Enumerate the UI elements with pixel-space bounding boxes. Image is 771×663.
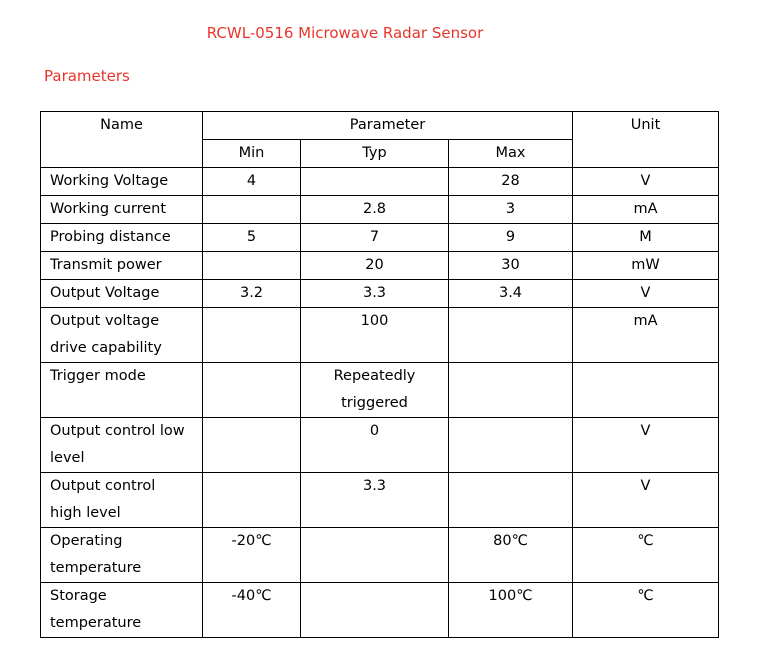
cell-unit bbox=[573, 252, 719, 280]
cell-line: V bbox=[640, 173, 651, 189]
cell-line: 4 bbox=[246, 173, 257, 189]
cell-line: Output control low bbox=[50, 423, 185, 439]
cell-line: 80℃ bbox=[493, 533, 528, 549]
cell-line: 2.8 bbox=[362, 201, 387, 217]
header-parameter: Parameter bbox=[203, 112, 573, 140]
cell-unit bbox=[573, 280, 719, 308]
table-row bbox=[41, 196, 719, 224]
cell-unit bbox=[573, 528, 719, 583]
cell-line: drive capability bbox=[50, 340, 162, 356]
cell-line: 30 bbox=[501, 257, 520, 273]
table-row bbox=[41, 528, 719, 583]
cell-line: mW bbox=[631, 257, 660, 273]
cell-line: 7 bbox=[369, 229, 380, 245]
cell-name bbox=[41, 473, 203, 528]
cell-min bbox=[203, 308, 301, 363]
cell-min bbox=[203, 280, 301, 308]
cell-line: M bbox=[639, 229, 652, 245]
cell-typ bbox=[301, 363, 449, 418]
header-typ: Typ bbox=[301, 140, 449, 168]
cell-line: ℃ bbox=[637, 588, 654, 604]
cell-name bbox=[41, 252, 203, 280]
table-row bbox=[41, 224, 719, 252]
cell-name bbox=[41, 583, 203, 638]
cell-min bbox=[203, 528, 301, 583]
cell-line: ℃ bbox=[637, 533, 654, 549]
table-row bbox=[41, 308, 719, 363]
table-row bbox=[41, 473, 719, 528]
cell-typ bbox=[301, 196, 449, 224]
parameters-table-body bbox=[41, 112, 719, 638]
cell-name bbox=[41, 308, 203, 363]
cell-min bbox=[203, 583, 301, 638]
cell-line: Output control bbox=[50, 478, 156, 494]
cell-line: 3.3 bbox=[362, 478, 387, 494]
cell-line: 0 bbox=[369, 423, 380, 439]
cell-line: 20 bbox=[365, 257, 384, 273]
cell-max bbox=[449, 583, 573, 638]
cell-min bbox=[203, 473, 301, 528]
cell-max bbox=[449, 196, 573, 224]
cell-min bbox=[203, 363, 301, 418]
cell-line: temperature bbox=[50, 560, 142, 576]
cell-line: 3.3 bbox=[362, 285, 387, 301]
cell-min bbox=[203, 418, 301, 473]
page-title: RCWL-0516 Microwave Radar Sensor bbox=[206, 24, 484, 42]
cell-line: Output voltage bbox=[50, 313, 160, 329]
cell-line: 5 bbox=[246, 229, 257, 245]
cell-unit bbox=[573, 418, 719, 473]
cell-line: 28 bbox=[501, 173, 520, 189]
cell-line: 9 bbox=[505, 229, 516, 245]
header-row bbox=[41, 112, 719, 140]
header-min: Min bbox=[203, 140, 301, 168]
cell-typ bbox=[301, 418, 449, 473]
cell-unit bbox=[573, 196, 719, 224]
cell-max bbox=[449, 528, 573, 583]
cell-max bbox=[449, 418, 573, 473]
header-max: Max bbox=[449, 140, 573, 168]
cell-line: temperature bbox=[50, 615, 142, 631]
table-row bbox=[41, 252, 719, 280]
cell-typ bbox=[301, 224, 449, 252]
cell-line: -20℃ bbox=[231, 533, 272, 549]
table-row bbox=[41, 363, 719, 418]
cell-line: level bbox=[50, 450, 85, 466]
cell-typ bbox=[301, 252, 449, 280]
cell-line: Trigger mode bbox=[50, 368, 146, 384]
cell-unit bbox=[573, 473, 719, 528]
cell-line: 3.2 bbox=[239, 285, 264, 301]
cell-line: 3.4 bbox=[498, 285, 523, 301]
cell-line: V bbox=[640, 478, 651, 494]
cell-line: 100 bbox=[360, 313, 389, 329]
cell-max bbox=[449, 308, 573, 363]
cell-name bbox=[41, 168, 203, 196]
cell-typ bbox=[301, 583, 449, 638]
header-name: Name bbox=[41, 112, 203, 168]
cell-name bbox=[41, 280, 203, 308]
cell-typ bbox=[301, 528, 449, 583]
cell-line: Working Voltage bbox=[50, 173, 169, 189]
cell-max bbox=[449, 363, 573, 418]
cell-name bbox=[41, 363, 203, 418]
cell-max bbox=[449, 280, 573, 308]
table-row bbox=[41, 418, 719, 473]
cell-name bbox=[41, 528, 203, 583]
cell-line: 3 bbox=[505, 201, 516, 217]
cell-typ bbox=[301, 280, 449, 308]
cell-typ bbox=[301, 168, 449, 196]
cell-max bbox=[449, 224, 573, 252]
section-heading: Parameters bbox=[44, 67, 130, 85]
cell-line: -40℃ bbox=[231, 588, 272, 604]
parameters-table bbox=[40, 111, 719, 638]
table-row bbox=[41, 280, 719, 308]
cell-unit bbox=[573, 224, 719, 252]
cell-line: Transmit power bbox=[50, 257, 162, 273]
cell-max bbox=[449, 473, 573, 528]
cell-unit bbox=[573, 363, 719, 418]
table-row bbox=[41, 168, 719, 196]
cell-min bbox=[203, 224, 301, 252]
cell-unit bbox=[573, 168, 719, 196]
cell-line: high level bbox=[50, 505, 121, 521]
cell-name bbox=[41, 224, 203, 252]
cell-line: Storage bbox=[50, 588, 107, 604]
cell-line: Repeatedly bbox=[333, 368, 416, 384]
cell-name bbox=[41, 196, 203, 224]
table-row bbox=[41, 583, 719, 638]
cell-min bbox=[203, 168, 301, 196]
cell-line: V bbox=[640, 423, 651, 439]
header-unit: Unit bbox=[573, 112, 719, 168]
cell-min bbox=[203, 196, 301, 224]
cell-line: Probing distance bbox=[50, 229, 171, 245]
cell-max bbox=[449, 252, 573, 280]
cell-line: V bbox=[640, 285, 651, 301]
cell-unit bbox=[573, 308, 719, 363]
cell-unit bbox=[573, 583, 719, 638]
cell-name bbox=[41, 418, 203, 473]
cell-line: mA bbox=[633, 201, 658, 217]
cell-max bbox=[449, 168, 573, 196]
cell-line: mA bbox=[633, 313, 658, 329]
cell-line: triggered bbox=[341, 395, 408, 411]
cell-line: Operating bbox=[50, 533, 123, 549]
cell-line: Output Voltage bbox=[50, 285, 160, 301]
cell-line: 100℃ bbox=[488, 588, 533, 604]
cell-typ bbox=[301, 473, 449, 528]
cell-line: Working current bbox=[50, 201, 167, 217]
cell-min bbox=[203, 252, 301, 280]
cell-typ bbox=[301, 308, 449, 363]
